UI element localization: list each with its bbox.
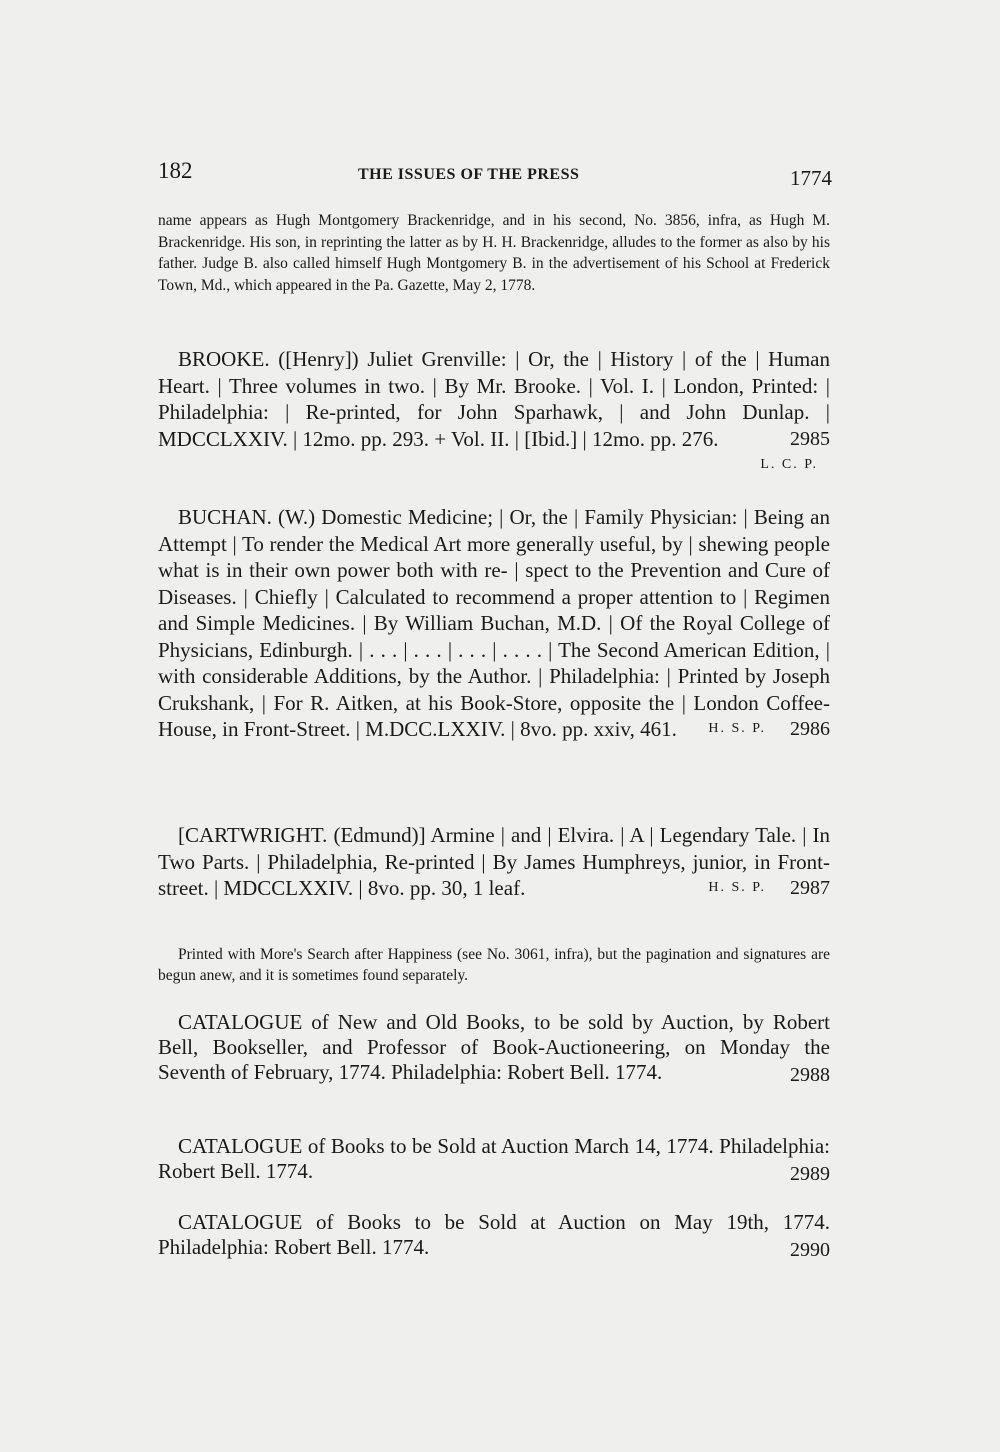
catalogue-2989 (158, 1134, 830, 1187)
running-year: 1774 (790, 166, 832, 190)
entry-2987 (158, 822, 830, 902)
library-code: H. S. P. (708, 880, 766, 895)
catalogue-number: 2989 (790, 1163, 830, 1185)
entry-text: BROOKE. ([Henry]) Juliet Grenville: | Or, the | History | of the | Human Heart. | Three volumes in two. | By Mr. Brooke. | Vol. I. | London, Printed: | Philadelphia: | Re-printed, for John Sparhawk, | and John Dunlap. | MDCCLXXIV. | 12mo. pp. 293. + Vol. II. | [Ibid.] | 12mo. pp. 276. (158, 347, 830, 451)
entry-2985 (158, 346, 830, 479)
footnote-top: name appears as Hugh Montgomery Brackenridge, and in his second, No. 3856, infra, as Hugh M. Brackenridge. His son, in reprinting the latter as by H. H. Brackenridge, alludes to the former as also by his father. Judge B. also called himself Hugh Montgomery B. in the advertisement of his School at Frederick Town, Md., which appeared in the Pa. Gazette, May 2, 1778. (158, 212, 830, 294)
library-code: H. S. P. (708, 721, 766, 736)
entry-2986 (158, 504, 830, 743)
catalogue-number: 2990 (790, 1239, 830, 1261)
entry-text: [CARTWRIGHT. (Edmund)] Armine | and | Elvira. | A | Legendary Tale. | In Two Parts. | Philadelphia, Re-printed | By James Humphreys, junior, in Front-street. | MDCCLXXIV. | 8vo. pp. 30, 1 leaf. (158, 823, 830, 900)
catalogue-text: CATALOGUE of Books to be Sold at Auction on May 19th, 1774. Philadelphia: Robert Bell. 1774. (158, 1210, 830, 1259)
catalogue-2990 (158, 1210, 830, 1263)
entry-number: 2987 (790, 877, 830, 899)
entry-number: 2986 (790, 718, 830, 740)
catalogue-text: CATALOGUE of Books to be Sold at Auction March 14, 1774. Philadelphia: Robert Bell. 1774. (158, 1134, 830, 1183)
library-code: L. C. P. (760, 457, 818, 472)
page-number: 182 (158, 158, 193, 183)
entry-number: 2985 (790, 427, 830, 450)
catalogue-number: 2988 (790, 1064, 830, 1086)
entry-text: BUCHAN. (W.) Domestic Medicine; | Or, the | Family Physician: | Being an Attempt | To render the Medical Art more generally useful, by | shewing people what is in their own power both with re- | spect to the Prevention and Cure of Diseases. | Chiefly | Calculated to recommend a proper attention to | Regimen and Simple Medicines. | By William Buchan, M.D. | Of the Royal College of Physicians, Edinburgh. | . . . | . . . | . . . | . . . . | The Second American Edition, | with considerable Additions, by the Author. | Philadelphia: | Printed by Joseph Crukshank, | For R. Aitken, at his Book-Store, opposite the | London Coffee-House, in Front-Street. | M.DCC.LXXIV. | 8vo. pp. xxiv, 461. (158, 505, 830, 741)
running-title: THE ISSUES OF THE PRESS (358, 166, 580, 183)
note-cartwright: Printed with More's Search after Happiness (see No. 3061, infra), but the pagination and signatures are begun anew, and it is sometimes found separately. (158, 946, 830, 984)
catalogue-text: CATALOGUE of New and Old Books, to be sold by Auction, by Robert Bell, Bookseller, and Professor of Book-Auctioneering, on Monday the Seventh of February, 1774. Philadelphia: Robert Bell. 1774. (158, 1010, 830, 1084)
catalogue-2988 (158, 1010, 830, 1088)
